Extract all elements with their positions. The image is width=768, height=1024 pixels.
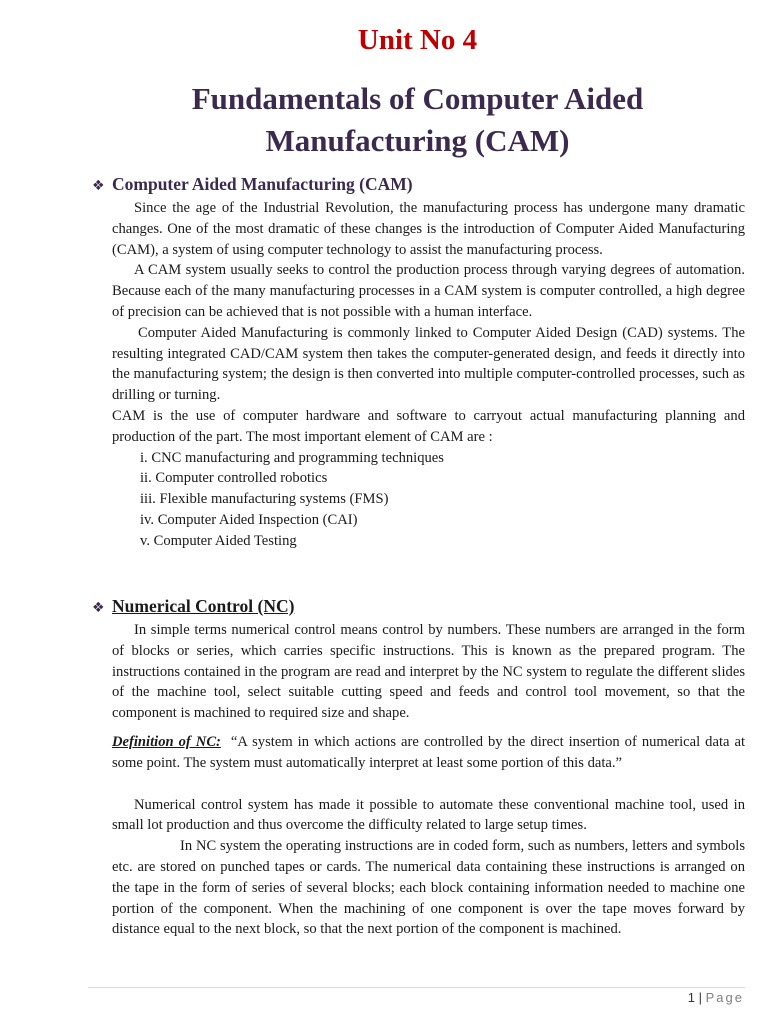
definition-text: “A system in which actions are controlled by the direct insertion of numerical data at some point. The system must automatically interpret at least some portion of this data.”: [112, 733, 746, 771]
paragraph: Since the age of the Industrial Revolution, the manufacturing process has undergone many dramatic changes. One of the most dramatic of these changes is the introduction of Computer Aided Manufacturing (CAM), a system of using computer technology to assist the manufacturing process.: [112, 200, 745, 258]
paragraph: CAM is the use of computer hardware and software to carryout actual manufacturing planning and production of the part. The most important element of CAM are :: [112, 407, 745, 445]
paragraph: Numerical control system has made it possible to automate these conventional machine tool, used in small lot production and thus overcome the difficulty related to large setup times.: [112, 796, 745, 834]
definition-label: Definition of NC:: [112, 733, 221, 750]
list-item: ii. Computer controlled robotics: [140, 470, 328, 487]
title-line-2: Manufacturing (CAM): [265, 123, 570, 158]
diamond-bullet-icon: ❖: [92, 178, 105, 194]
section-nc-body: [112, 620, 745, 940]
unit-title: Unit No 4: [357, 24, 478, 56]
section-heading-nc: [92, 596, 294, 617]
list-item: iii. Flexible manufacturing systems (FMS): [140, 491, 389, 508]
list-item: i. CNC manufacturing and programming techniques: [140, 449, 444, 466]
definition-paragraph: [112, 732, 745, 774]
paragraph: Computer Aided Manufacturing is commonly linked to Computer Aided Design (CAD) systems. The resulting integrated CAD/CAM system then takes the computer-generated design, and feeds it directly into the manufacturing system; the design is then converted into multiple computer-controlled processes, such as drilling or turning.: [112, 324, 745, 404]
section-cam-body: [112, 198, 745, 552]
list-item: v. Computer Aided Testing: [140, 532, 297, 549]
paragraph: In simple terms numerical control means control by numbers. These numbers are arranged in the form of blocks or series, which carries specific instructions. This is known as the prepared program. The instructions contained in the program are read and interpret by the NC system to regulate the different slides of the machine tool, select suitable cutting speed and feeds and control tool movement, so that the component is machined to required size and shape.: [112, 622, 745, 722]
page-label: Page: [705, 990, 744, 1005]
section-heading-text: Computer Aided Manufacturing (CAM): [112, 174, 413, 194]
section-heading-text: Numerical Control (NC): [112, 596, 295, 616]
paragraph: A CAM system usually seeks to control the production process through varying degrees of automation. Because each of the many manufacturing processes in a CAM system is computer controlled, a high degree of precision can be achieved that is not possible with a human interface.: [112, 262, 745, 320]
diamond-bullet-icon: ❖: [92, 600, 105, 616]
document-title: [0, 78, 768, 162]
title-line-1: Fundamentals of Computer Aided: [191, 81, 644, 116]
list-item: iv. Computer Aided Inspection (CAI): [140, 511, 358, 528]
footer-separator: |: [698, 990, 702, 1005]
page-number: 1: [687, 990, 695, 1005]
paragraph: In NC system the operating instructions are in coded form, such as numbers, letters and symbols etc. are stored on punched tapes or cards. The numerical data containing these instructions is arranged on the tape in the form of series of several blocks; each block containing information needed to machine one portion of the component. When the machining of one component is over the tape moves forward by distance equal to the next block, so that the next portion of the component is machined.: [112, 838, 745, 938]
page-footer: [688, 990, 744, 1005]
footer-divider: [88, 987, 745, 988]
cam-elements-list: [112, 448, 745, 552]
section-heading-cam: [92, 174, 413, 195]
